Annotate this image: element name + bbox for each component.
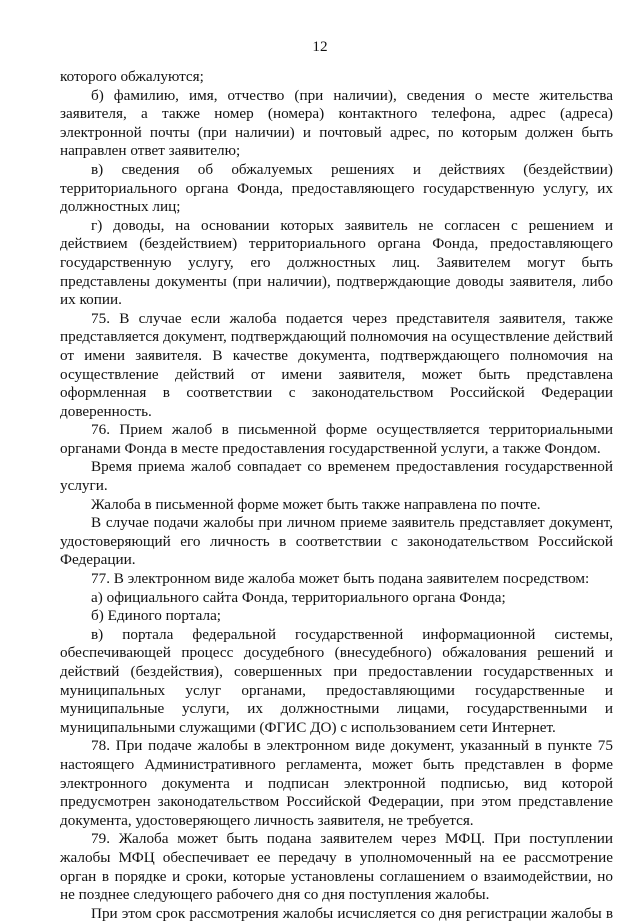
paragraph-item-b-unified-portal: б) Единого портала;: [91, 607, 222, 625]
document-body: [60, 68, 613, 923]
paragraph-item-v-fgis-do-portal: в) портала федеральной государственной информационной системы, обеспечивающей процесс досудебного (внесудебного) обжалования решений и действий (бездействия), совершенных при предоставлении государственных и муниципальных услуг органами, предоставляющими государственные и муниципальные услуги, их должностными лицами, государственными и муниципальными служащими (ФГИС ДО) с использованием сети Интернет.: [60, 625, 613, 736]
paragraph-item-v-appealed-decisions: в) сведения об обжалуемых решениях и действиях (бездействии) территориального органа Фонда, предоставляющего государственную услугу, их должностных лиц;: [60, 160, 613, 216]
paragraph-item-b-applicant-details: б) фамилию, имя, отчество (при наличии), сведения о месте жительства заявителя, а также номер (номера) контактного телефона, адрес (адреса) электронной почты (при наличии) и почтовый адрес, по которым должен быть направлен ответ заявителю;: [60, 86, 613, 160]
paragraph-review-period: При этом срок рассмотрения жалобы исчисляется со дня регистрации жалобы в: [91, 904, 613, 922]
page-number: 12: [312, 38, 328, 55]
paragraph-76-written-complaints: 76. Прием жалоб в письменной форме осуществляется территориальными органами Фонда в месте предоставления государственной услуги, а также Фондом.: [60, 421, 613, 457]
paragraph-79-mfc-submission: 79. Жалоба может быть подана заявителем через МФЦ. При поступлении жалобы МФЦ обеспечивает ее передачу в уполномоченный на ее рассмотрение орган в порядке и сроки, которые установлены соглашением о взаимодействии, но не позднее следующего рабочего дня со дня поступления жалобы.: [60, 830, 613, 904]
paragraph-mail-submission: Жалоба в письменной форме может быть также направлена по почте.: [91, 495, 541, 513]
paragraph-reception-time: Время приема жалоб совпадает со временем предоставления государственной услуги.: [60, 458, 613, 495]
paragraph-77-electronic-submission: 77. В электронном виде жалоба может быть подана заявителем посредством:: [91, 570, 590, 588]
paragraph-75-representative: 75. В случае если жалоба подается через представителя заявителя, также представляется документ, подтверждающий полномочия на осуществление действий от имени заявителя. В качестве документа, подтверждающего полномочия на осуществление действий от имени заявителя, может быть представлена оформленная в соответствии с законодательством Российской Федерации доверенность.: [60, 309, 613, 420]
paragraph-78-electronic-document: 78. При подаче жалобы в электронном виде документ, указанный в пункте 75 настоящего Административного регламента, может быть представлен в форме электронного документа и подписан электронной подписью, вид которой предусмотрен законодательством Российской Федерации, при этом представление документа, удостоверяющего личность заявителя, не требуется.: [60, 737, 613, 829]
paragraph-item-g-arguments: г) доводы, на основании которых заявитель не согласен с решением и действием (бездействием) территориального органа Фонда, предоставляющего государственную услугу, его должностных лиц. Заявителем могут быть представлены документы (при наличии), подтверждающие доводы заявителя, либо их копии.: [60, 216, 613, 309]
paragraph-continuation: которого обжалуются;: [60, 68, 204, 85]
paragraph-in-person-submission: В случае подачи жалобы при личном приеме заявитель представляет документ, удостоверяющий его личность в соответствии с законодательством Российской Федерации.: [60, 514, 613, 569]
paragraph-item-a-official-site: а) официального сайта Фонда, территориального органа Фонда;: [91, 588, 506, 606]
